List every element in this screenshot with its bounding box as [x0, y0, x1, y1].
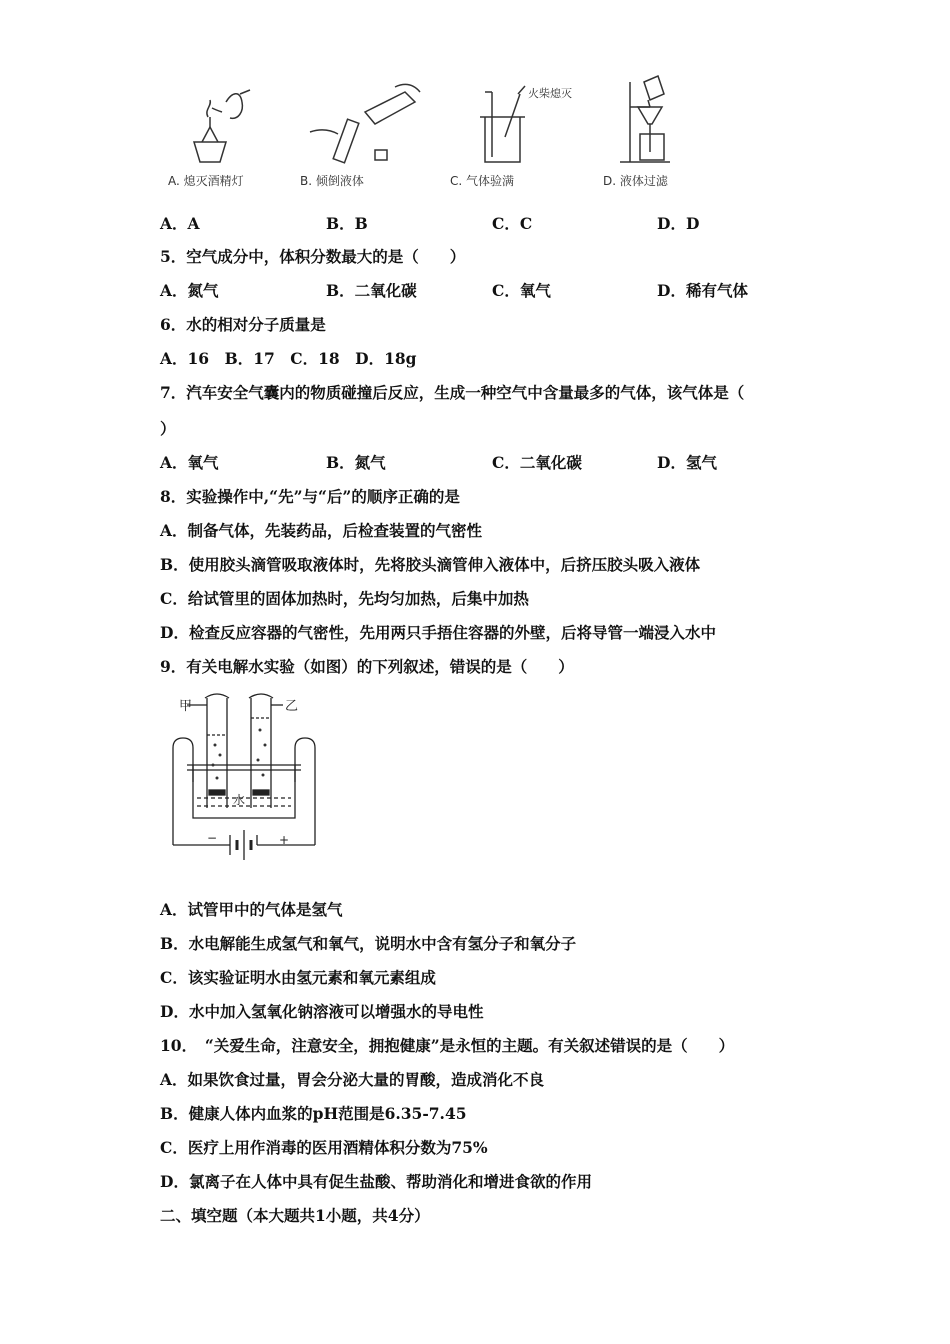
q9-stem: 9．有关电解水实验（如图）的下列叙述，错误的是（ ）	[160, 657, 574, 676]
q4-figure-caption-d: D. 液体过滤	[603, 174, 668, 188]
q5-option-d[interactable]: D．稀有气体	[657, 281, 748, 300]
q7-stem-line1: 7．汽车安全气囊内的物质碰撞后反应，生成一种空气中含量最多的气体，该气体是（	[160, 383, 745, 402]
q5-option-b[interactable]: B．二氧化碳	[326, 281, 417, 300]
q8-stem: 8．实验操作中,“先”与“后”的顺序正确的是	[160, 487, 460, 506]
q10-stem: 10． “关爱生命，注意安全，拥抱健康”是永恒的主题。有关叙述错误的是（ ）	[160, 1036, 735, 1055]
gas-test-figure	[480, 86, 525, 162]
water-label: 水	[233, 793, 246, 807]
q4-option-d[interactable]: D．D	[657, 214, 700, 233]
q5-options	[160, 279, 860, 301]
q8-option-c[interactable]: C．给试管里的固体加热时，先均匀加热，后集中加热	[160, 589, 529, 608]
filtration-figure	[620, 76, 670, 162]
q4-figure-drawings	[160, 72, 720, 177]
tube-label-left: 甲	[179, 699, 193, 714]
q10-option-c[interactable]: C．医疗上用作消毒的医用酒精体积分数为75%	[160, 1138, 488, 1157]
q7-option-d[interactable]: D．氢气	[657, 453, 717, 472]
q7-option-b[interactable]: B．氮气	[326, 453, 386, 472]
battery-plus-label: +	[279, 833, 290, 847]
q4-figures	[160, 72, 720, 197]
electrolysis-figure	[165, 690, 325, 875]
q9-option-a[interactable]: A．试管甲中的气体是氢气	[160, 900, 343, 919]
q9-option-c[interactable]: C．该实验证明水由氢元素和氧元素组成	[160, 968, 436, 987]
alcohol-lamp-figure	[194, 90, 250, 162]
q10-option-a[interactable]: A．如果饮食过量，胃会分泌大量的胃酸，造成消化不良	[160, 1070, 545, 1089]
q4-figure-caption-a: A. 熄灭酒精灯	[168, 174, 244, 188]
q7-option-c[interactable]: C．二氧化碳	[492, 453, 582, 472]
q7-option-a[interactable]: A．氧气	[160, 453, 219, 472]
flame-label: 火柴熄灭	[528, 87, 572, 100]
electrolysis-drawing	[165, 690, 325, 875]
q5-option-c[interactable]: C．氧气	[492, 281, 551, 300]
q9-option-b[interactable]: B．水电解能生成氢气和氧气，说明水中含有氢分子和氧分子	[160, 934, 577, 953]
q10-option-b[interactable]: B．健康人体内血浆的pH范围是6.35-7.45	[160, 1104, 467, 1123]
q4-options	[160, 212, 860, 234]
q4-figure-caption-b: B. 倾倒液体	[300, 174, 364, 188]
battery-minus-label: −	[207, 831, 218, 845]
q8-option-b[interactable]: B．使用胶头滴管吸取液体时，先将胶头滴管伸入液体中，后挤压胶头吸入液体	[160, 555, 701, 574]
q4-figure-caption-c: C. 气体验满	[450, 174, 515, 188]
tube-label-right: 乙	[285, 699, 299, 714]
q7-stem-line2: ）	[160, 419, 176, 438]
q10-option-d[interactable]: D．氯离子在人体中具有促生盐酸、帮助消化和增进食欲的作用	[160, 1172, 592, 1191]
q8-option-d[interactable]: D．检查反应容器的气密性，先用两只手捂住容器的外壁，后将导管一端浸入水中	[160, 623, 716, 642]
q9-option-d[interactable]: D．水中加入氢氧化钠溶液可以增强水的导电性	[160, 1002, 484, 1021]
q7-options	[160, 451, 860, 473]
section2-heading: 二、填空题（本大题共1小题，共4分）	[160, 1206, 430, 1225]
q5-option-a[interactable]: A．氮气	[160, 281, 219, 300]
q4-option-a[interactable]: A．A	[160, 214, 200, 233]
q5-stem: 5．空气成分中，体积分数最大的是（ ）	[160, 247, 466, 266]
q6-stem: 6．水的相对分子质量是	[160, 315, 326, 334]
q4-option-b[interactable]: B．B	[326, 214, 368, 233]
q4-option-c[interactable]: C．C	[492, 214, 533, 233]
q6-options[interactable]: A．16 B．17 C．18 D．18g	[160, 349, 417, 368]
pouring-liquid-figure	[310, 84, 420, 162]
q8-option-a[interactable]: A．制备气体，先装药品，后检查装置的气密性	[160, 521, 483, 540]
